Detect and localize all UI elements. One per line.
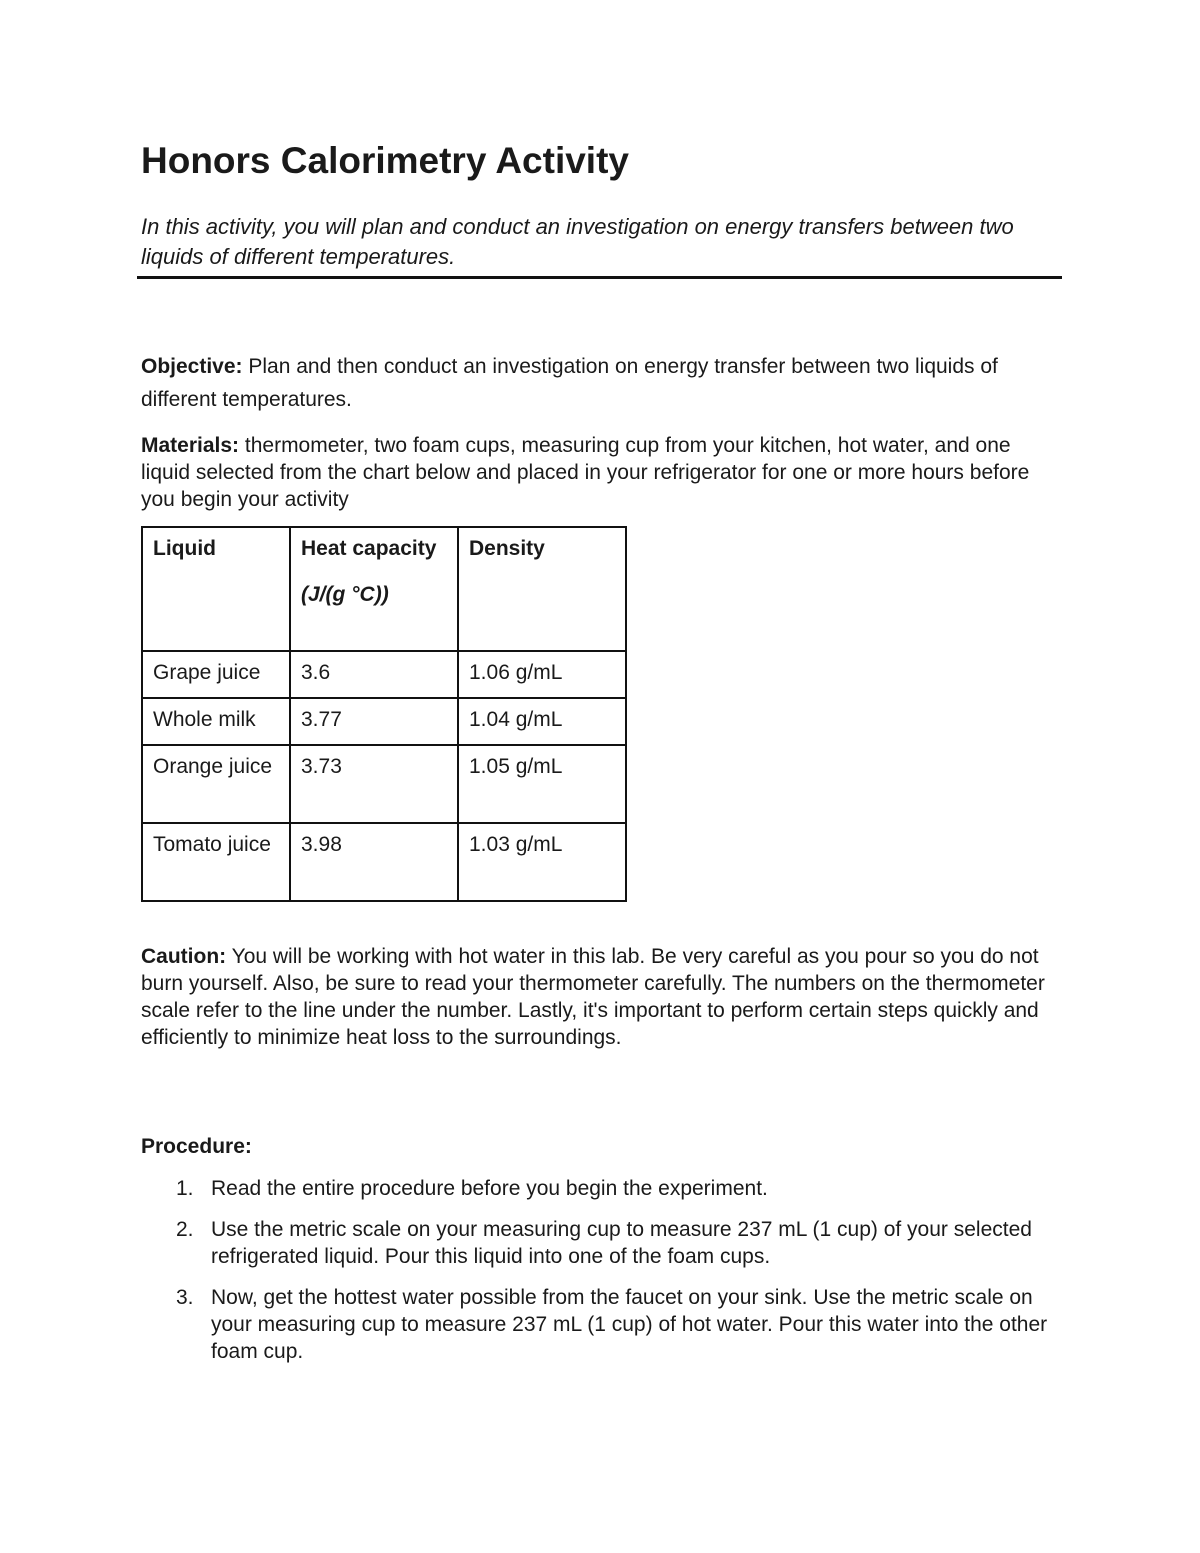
step-number: 2. <box>176 1218 194 1241</box>
table-row <box>142 823 626 901</box>
cell-density: 1.06 g/mL <box>458 651 626 698</box>
table-header-row <box>142 527 626 651</box>
intro-text: In this activity, you will plan and conduct an investigation on energy transfers between two liquids of different temperatures. <box>141 214 1014 269</box>
cell-heat-capacity: 3.73 <box>290 745 458 823</box>
liquids-table <box>141 526 627 902</box>
materials-paragraph <box>141 432 1061 513</box>
cell-heat-capacity: 3.98 <box>290 823 458 901</box>
list-item <box>141 1175 1051 1202</box>
cell-liquid: Grape juice <box>142 651 290 698</box>
table-row <box>142 698 626 745</box>
procedure-steps <box>141 1175 1051 1379</box>
step-number: 3. <box>176 1286 194 1309</box>
cell-density: 1.04 g/mL <box>458 698 626 745</box>
objective-label: Objective: <box>141 355 243 378</box>
list-item <box>141 1284 1051 1365</box>
step-number: 1. <box>176 1177 194 1200</box>
title-divider <box>137 276 1062 279</box>
header-heat-capacity-unit: (J/(g °C)) <box>301 583 389 606</box>
header-heat-capacity <box>290 527 458 651</box>
step-text: Now, get the hottest water possible from the faucet on your sink. Use the metric scale on your measuring cup to measure 237 mL (1 cup) of hot water. Pour this water into the other foam cup. <box>211 1286 1048 1363</box>
list-item <box>141 1216 1051 1270</box>
step-text: Use the metric scale on your measuring cup to measure 237 mL (1 cup) of your selected refrigerated liquid. Pour this liquid into one of the foam cups. <box>211 1218 1032 1268</box>
cell-density: 1.05 g/mL <box>458 745 626 823</box>
objective-text: Plan and then conduct an investigation on energy transfer between two liquids of different temperatures. <box>141 355 998 411</box>
cell-liquid: Whole milk <box>142 698 290 745</box>
caution-label: Caution: <box>141 945 227 968</box>
page-title: Honors Calorimetry Activity <box>141 140 629 181</box>
table-row <box>142 651 626 698</box>
step-text: Read the entire procedure before you begin the experiment. <box>211 1177 768 1200</box>
cell-liquid: Orange juice <box>142 745 290 823</box>
header-heat-capacity-label: Heat capacity <box>301 537 437 560</box>
caution-text: You will be working with hot water in this lab. Be very careful as you pour so you do not burn yourself. Also, be sure to read your thermometer carefully. The numbers on the thermometer scale refer to the line under the number. Lastly, it's important to perform certain steps quickly and efficiently to minimize heat loss to the surroundings. <box>141 945 1045 1049</box>
materials-text: thermometer, two foam cups, measuring cup from your kitchen, hot water, and one liquid selected from the chart below and placed in your refrigerator for one or more hours before you begin your activity <box>141 434 1030 511</box>
cell-heat-capacity: 3.6 <box>290 651 458 698</box>
table-row <box>142 745 626 823</box>
header-liquid: Liquid <box>142 527 290 651</box>
caution-paragraph <box>141 943 1061 1051</box>
materials-label: Materials: <box>141 434 240 457</box>
procedure-heading: Procedure: <box>141 1135 252 1158</box>
header-density: Density <box>458 527 626 651</box>
cell-liquid: Tomato juice <box>142 823 290 901</box>
objective-paragraph <box>141 350 1061 416</box>
cell-density: 1.03 g/mL <box>458 823 626 901</box>
cell-heat-capacity: 3.77 <box>290 698 458 745</box>
